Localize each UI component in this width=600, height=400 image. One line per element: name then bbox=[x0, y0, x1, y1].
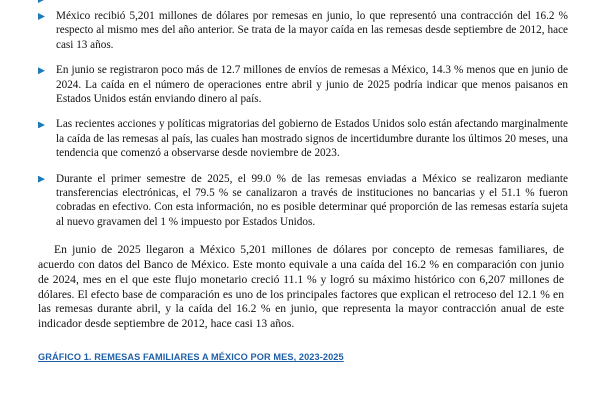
bullet-arrow-icon bbox=[38, 67, 45, 74]
list-item bbox=[38, 63, 568, 106]
bullet-text: Durante el primer semestre de 2025, el 99.0 % de las remesas enviadas a México se realizaron mediante transferencias electrónicas, el 79.5 % se canalizaron a través de instituciones no bancarias y el 51.1 % fueron cobradas en efectivo. Con esta información, no es posible determinar qué proporción de las remesas estaría sujeta al nuevo gravamen del 1 % impuesto por Estados Unidos. bbox=[56, 172, 568, 228]
figure-caption bbox=[38, 352, 568, 362]
list-item bbox=[38, 172, 568, 230]
bullet-arrow-icon bbox=[38, 121, 45, 128]
body-paragraph-wrapper bbox=[38, 243, 568, 332]
document-content bbox=[38, 0, 568, 362]
bullet-arrow-icon bbox=[38, 176, 45, 183]
right-margin bbox=[568, 0, 600, 400]
bullet-arrow-icon bbox=[38, 13, 45, 20]
left-margin bbox=[0, 0, 6, 400]
bullet-text: En junio se registraron poco más de 12.7 millones de envíos de remesas a México, 14.3 % menos que en junio de 2024. La caída en el número de operaciones entre abril y junio de 2025 podría indicar que menos paisanos en Estados Unidos están enviando dinero al país. bbox=[56, 64, 568, 106]
figure-caption-text: GRÁFICO 1. REMESAS FAMILIARES A MÉXICO POR MES, 2023-2025 bbox=[38, 352, 344, 363]
bullet-text: México recibió 5,201 millones de dólares por remesas en junio, lo que representó una contracción del 16.2 % respecto al mismo mes del año anterior. Se trata de la mayor caída en las remesas desde septiembre de 2012, hace casi 13 años. bbox=[56, 10, 568, 51]
key-points-list bbox=[38, 9, 568, 229]
body-paragraph: En junio de 2025 llegaron a México 5,201 millones de dólares por concepto de remesas familiares, de acuerdo con datos del Banco de México. Este monto equivale a una caída del 16.2 % en comparación con junio de 2024, mes en el que este flujo monetario creció 11.1 % y logró su máximo histórico con 6,207 millones de dólares. El efecto base de comparación es uno de los principales factores que explican el retroceso del 12.1 % en las remesas durante abril, y la caída del 16.2 % en junio, que representa la mayor contracción anual de este indicador desde septiembre de 2012, hace casi 13 años. bbox=[38, 243, 564, 331]
list-item bbox=[38, 9, 568, 52]
list-item bbox=[38, 117, 568, 160]
bullet-item-partial bbox=[38, 0, 568, 7]
bullet-text: Las recientes acciones y políticas migratorias del gobierno de Estados Unidos solo están afectando marginalmente la caída de las remesas al país, las cuales han mostrado signos de incertidumbre durante los últimos 20 meses, una tendencia que comenzó a observarse desde noviembre de 2023. bbox=[56, 118, 568, 160]
bullet-arrow-icon bbox=[38, 0, 45, 3]
